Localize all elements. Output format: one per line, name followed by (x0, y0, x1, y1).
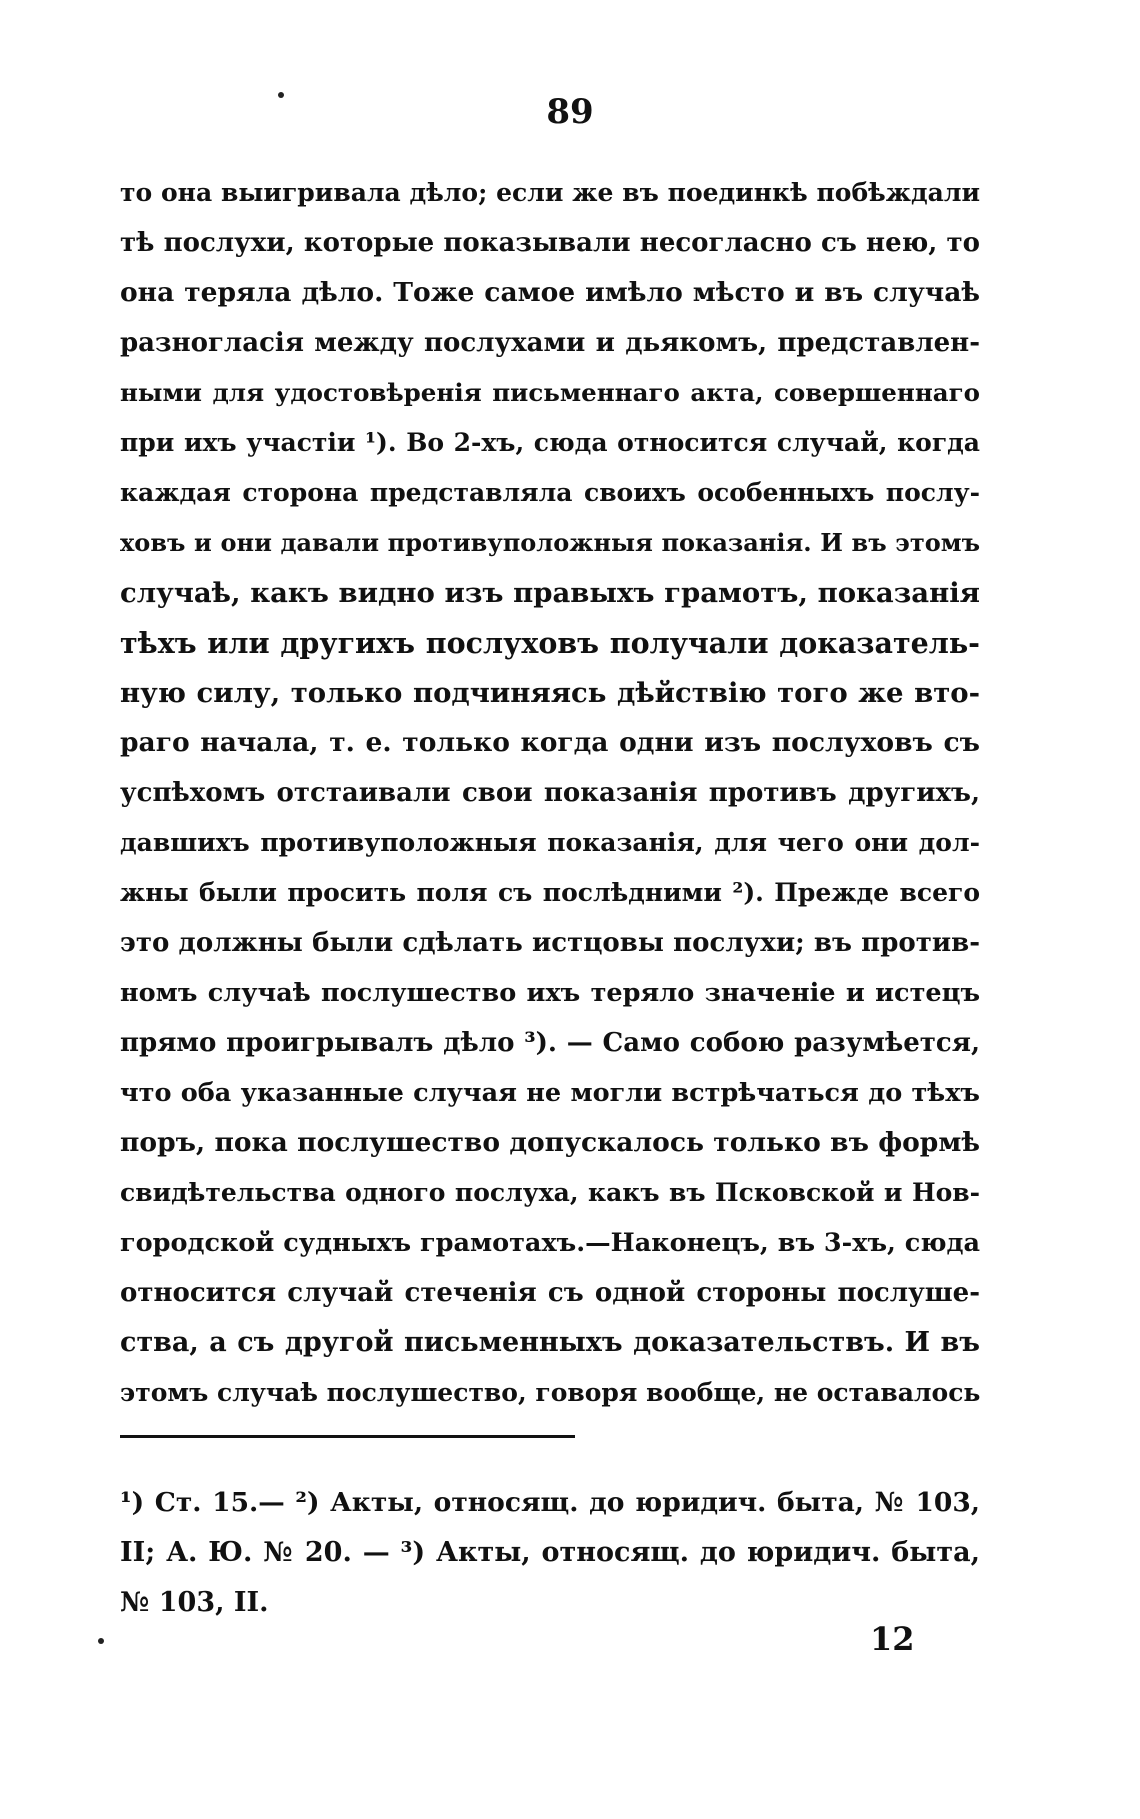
signature-mark: 12 (870, 1620, 915, 1658)
text-line: тѣхъ или другихъ послуховъ получали доказатель- (120, 626, 980, 660)
page-number: 89 (546, 92, 594, 132)
text-line: свидѣтельства одного послуха, какъ въ Псковской и Нов- (120, 1178, 980, 1207)
text-line: что оба указанные случая не могли встрѣчаться до тѣхъ (120, 1078, 980, 1108)
footnote-line: № 103, II. (120, 1587, 269, 1618)
text-line: разногласія между послухами и дьякомъ, представлен- (120, 328, 980, 358)
text-line: ства, а съ другой письменныхъ доказательствъ. И въ (120, 1327, 980, 1358)
text-line: то она выигривала дѣло; если же въ поединкѣ побѣждали (120, 178, 980, 207)
text-line: случаѣ, какъ видно изъ правыхъ грамотъ, показанія (120, 577, 980, 609)
text-line: поръ, пока послушество допускалось только въ формѣ (120, 1127, 980, 1158)
footnotes (120, 1478, 980, 1628)
text-line: ную силу, только подчиняясь дѣйствію того же вто- (120, 677, 980, 709)
scan-speck (98, 1638, 104, 1644)
footnote-line: ¹) Ст. 15.— ²) Акты, относящ. до юридич. быта, № 103, (120, 1487, 980, 1518)
body-text (120, 168, 980, 1418)
footnote-separator (120, 1435, 575, 1438)
text-line: относится случай стеченія съ одной стороны послуше- (120, 1278, 980, 1308)
text-line: тѣ послухи, которые показывали несогласно съ нею, то (120, 228, 980, 258)
text-line: прямо проигрывалъ дѣло ³). — Само собою разумѣется, (120, 1028, 980, 1058)
text-line: жны были просить поля съ послѣдними ²). Прежде всего (120, 878, 980, 907)
text-line: номъ случаѣ послушество ихъ теряло значеніе и истецъ (120, 978, 980, 1008)
text-line: успѣхомъ отстаивали свои показанія противъ другихъ, (120, 778, 980, 808)
text-line: ховъ и они давали противуположныя показанія. И въ этомъ (120, 528, 980, 557)
text-line: она теряла дѣло. Тоже самое имѣло мѣсто и въ случаѣ (120, 277, 980, 308)
text-line: ными для удостовѣренія письменнаго акта, совершеннаго (120, 378, 980, 407)
text-line: при ихъ участіи ¹). Во 2-хъ, сюда относится случай, когда (120, 428, 980, 457)
footnote-line: II; А. Ю. № 20. — ³) Акты, относящ. до юридич. быта, (120, 1537, 980, 1568)
text-line: давшихъ противуположныя показанія, для чего они дол- (120, 828, 980, 857)
text-line: городской судныхъ грамотахъ.—Наконецъ, въ 3-хъ, сюда (120, 1228, 980, 1258)
scan-speck (278, 92, 284, 98)
text-line: это должны были сдѣлать истцовы послухи; въ против- (120, 928, 980, 958)
text-line: каждая сторона представляла своихъ особенныхъ послу- (120, 478, 980, 507)
text-line: раго начала, т. е. только когда одни изъ послуховъ съ (120, 727, 980, 758)
text-line: этомъ случаѣ послушество, говоря вообще, не оставалось (120, 1378, 981, 1407)
